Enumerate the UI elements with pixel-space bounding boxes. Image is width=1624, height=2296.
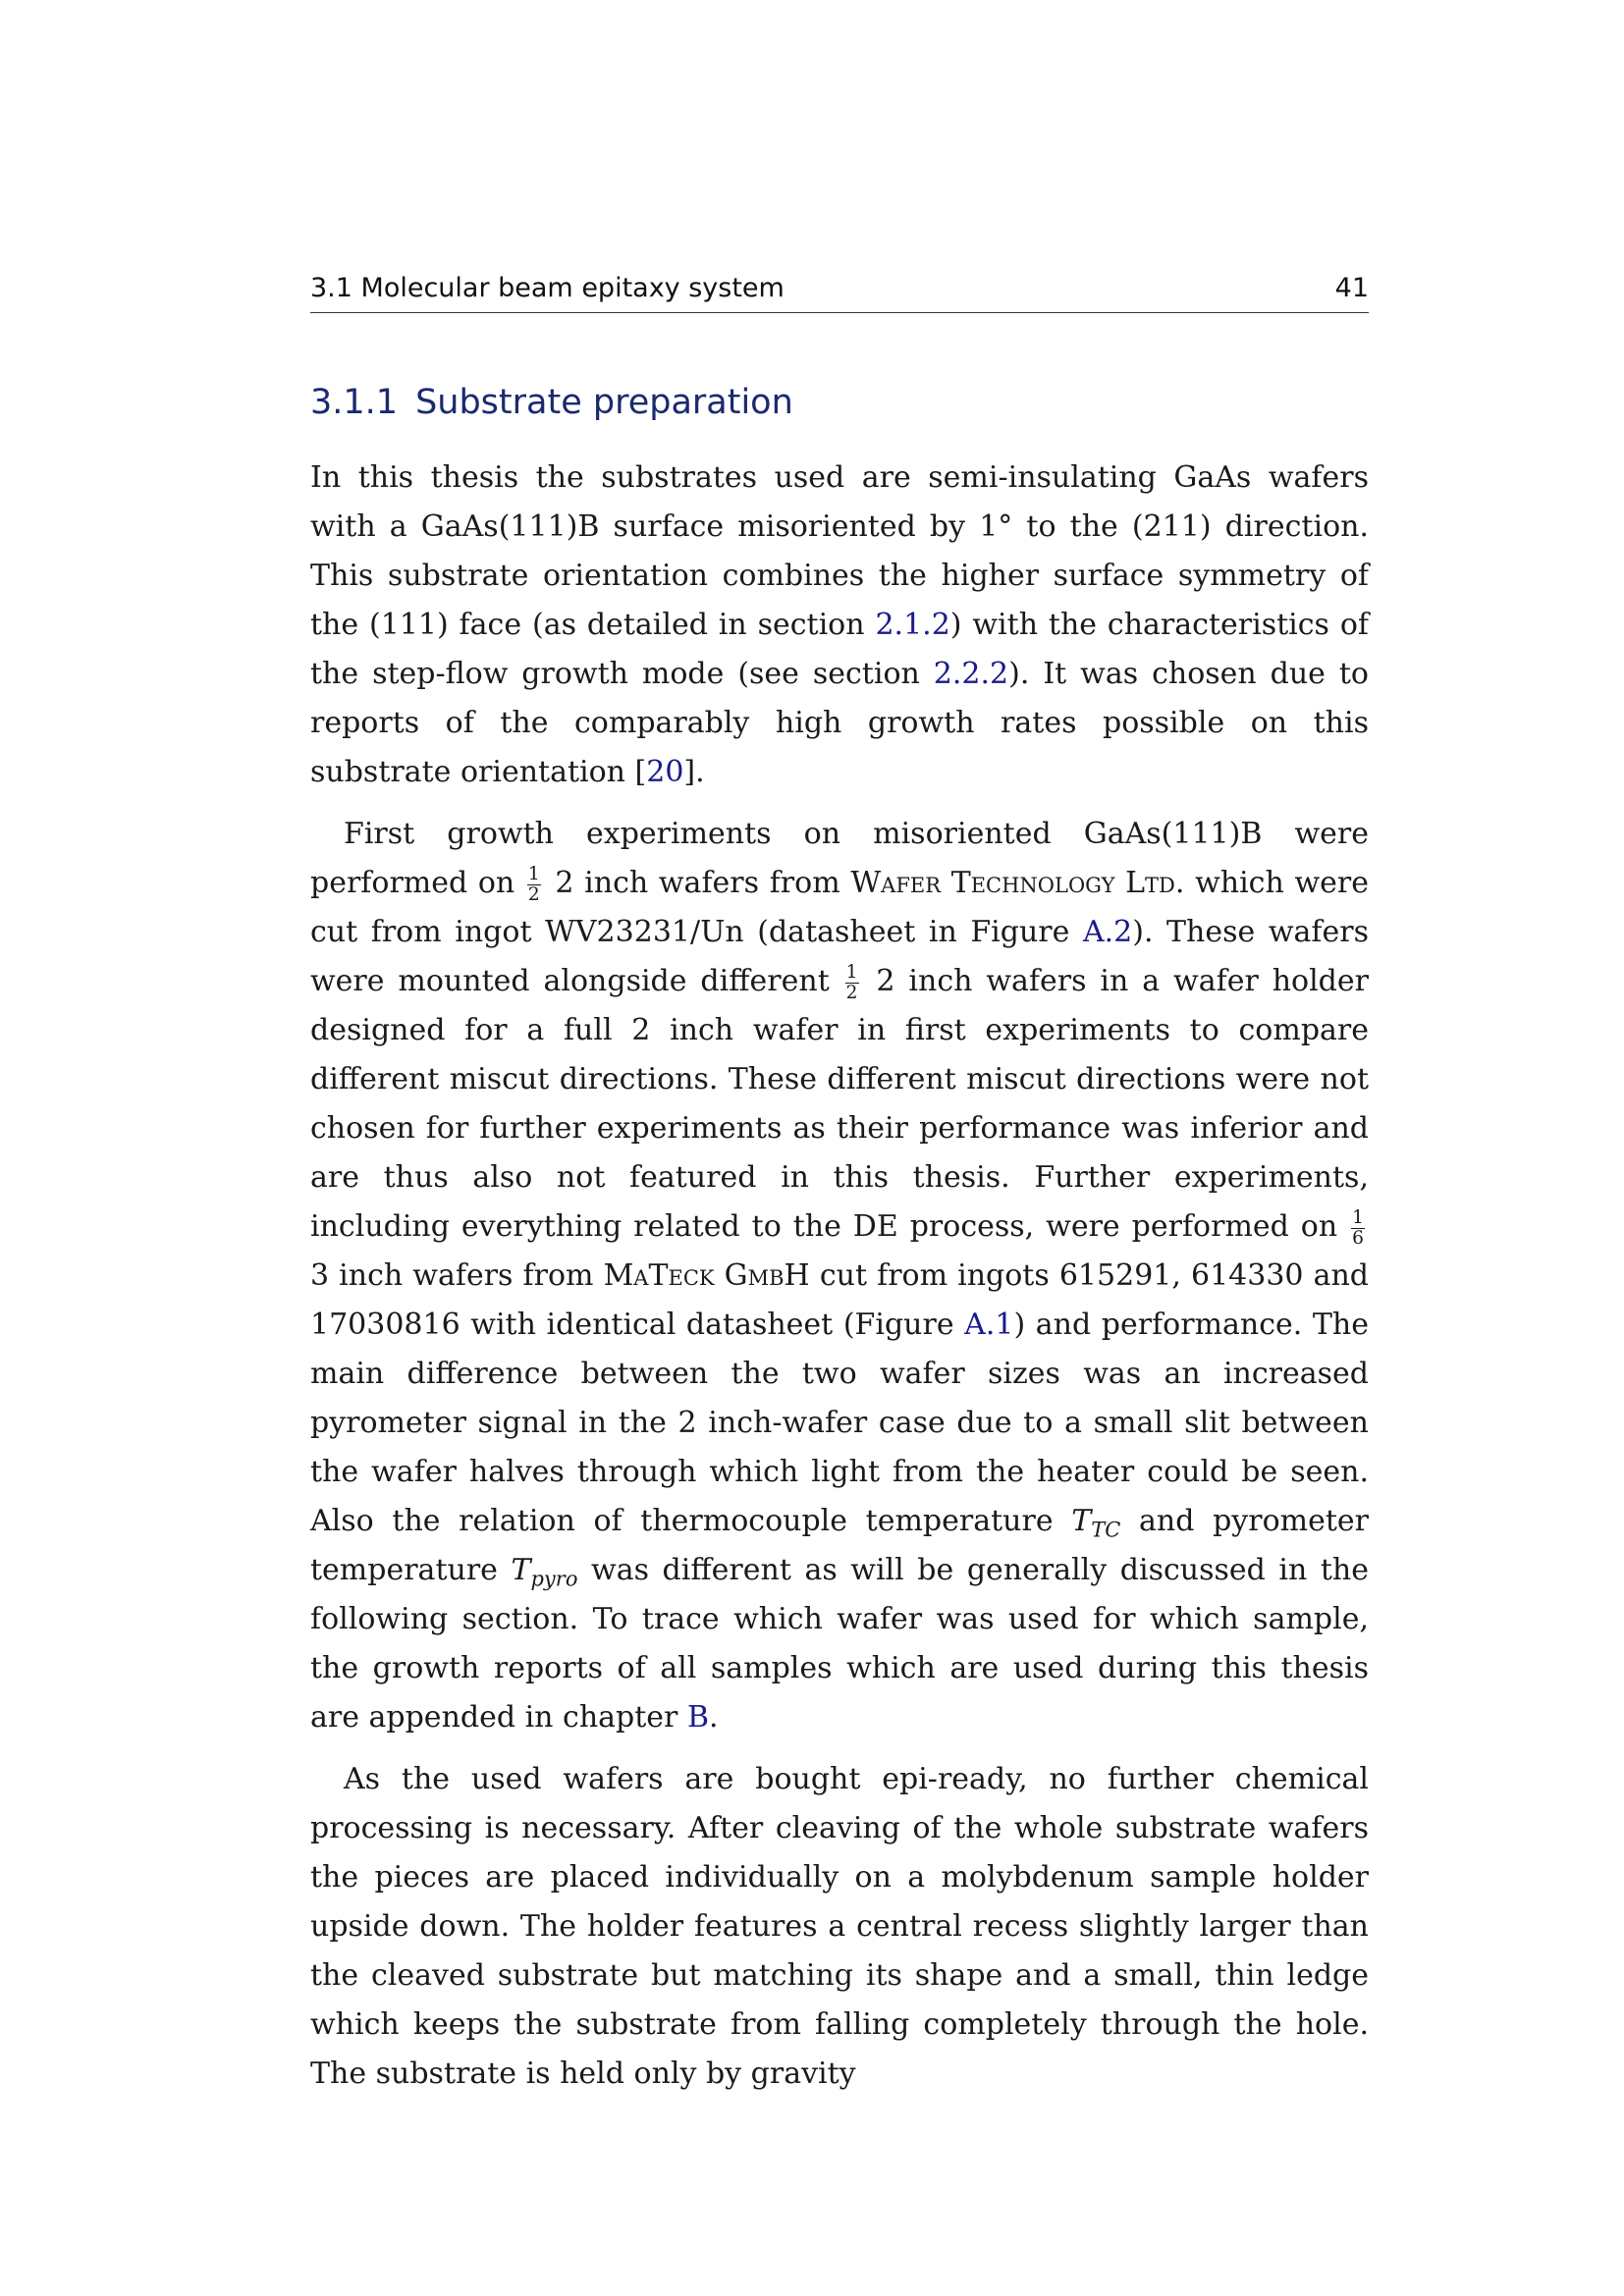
section-link[interactable]: 2.1.2 <box>875 608 950 642</box>
paragraph-3 <box>310 1755 1369 2099</box>
section-title: Substrate preparation <box>415 383 793 422</box>
body-text <box>310 454 1369 2111</box>
text-run: 3 inch wafers from <box>310 1258 604 1293</box>
text-run: First growth experiments on misoriented GaAs(111)B were performed on <box>310 817 1369 900</box>
math-subscript: pyro <box>530 1567 578 1591</box>
running-head <box>310 273 1369 313</box>
text-run: was different as will be generally discussed in the following section. To trace which wafer was used for which sample, the growth reports of all samples which are used during this thesis are appended in chapter <box>310 1553 1369 1735</box>
text-run: which were cut from ingot WV23231/Un (datasheet in Figure <box>310 866 1369 949</box>
math-subscript: TC <box>1091 1518 1121 1542</box>
fraction-numerator: 1 <box>527 863 540 884</box>
fraction-denominator: 2 <box>845 983 858 1004</box>
paragraph-1 <box>310 454 1369 797</box>
math-pyrometer-temp <box>511 1553 578 1591</box>
fraction-numerator: 1 <box>1352 1206 1364 1228</box>
text-run: ) with the characteristics of the step-flow growth mode (see section <box>310 608 1369 691</box>
fraction-denominator: 2 <box>527 884 540 906</box>
fraction-denominator: 6 <box>1352 1228 1364 1250</box>
fraction <box>845 961 859 1004</box>
text-run: ]. <box>683 755 705 789</box>
company-name: MaTeck GmbH <box>603 1258 810 1293</box>
math-base: T <box>1071 1504 1092 1538</box>
page-number: 41 <box>1334 273 1369 303</box>
text-run: 2 inch wafers in a wafer holder designed for a full 2 inch wafer in first experiments to compare different miscut directions. These different miscut directions were not chosen for further experiments as their performance was inferior and are thus also not featured in this thesis. Further experiments, including everything related to the DE process, were performed on <box>310 964 1369 1244</box>
text-run: As the used wafers are bought epi-ready, no further chemical processing is necessary. After cleaving of the whole substrate wafers the pieces are placed individually on a molybdenum sample holder upside down. The holder features a central recess slightly larger than the cleaved substrate but matching its shape and a small, thin ledge which keeps the substrate from falling completely through the hole. The substrate is held only by gravity <box>310 1762 1369 2091</box>
running-head-section: 3.1 Molecular beam epitaxy system <box>310 273 785 303</box>
paragraph-2 <box>310 810 1369 1742</box>
text-run: ). These wafers were mounted alongside different <box>310 915 1369 998</box>
fraction <box>1351 1206 1365 1250</box>
text-run: ). It was chosen due to reports of the comparably high growth rates possible on this substrate orientation [ <box>310 657 1369 789</box>
fraction <box>527 863 541 906</box>
chapter-link[interactable]: B <box>686 1700 709 1735</box>
company-name: Wafer Technology Ltd. <box>850 866 1185 900</box>
section-heading <box>310 383 793 422</box>
citation-link[interactable]: 20 <box>646 755 684 789</box>
text-run: . <box>708 1700 719 1735</box>
text-run: ) and performance. The main difference between the two wafer sizes was an increased pyrometer signal in the 2 inch-wafer case due to a small slit between the wafer halves through which light from the heater could be seen. Also the relation of thermocouple temperature <box>310 1308 1369 1538</box>
math-base: T <box>511 1553 531 1587</box>
text-run: 2 inch wafers from <box>544 866 851 900</box>
section-link[interactable]: 2.2.2 <box>933 657 1009 691</box>
text-run: cut from ingots 615291, 614330 and 17030816 with identical datasheet (Figure <box>310 1258 1370 1342</box>
text-run: and pyrometer temperature <box>310 1504 1370 1587</box>
figure-link[interactable]: A.2 <box>1082 915 1133 949</box>
fraction-numerator: 1 <box>845 961 858 983</box>
math-thermocouple-temp <box>1071 1504 1121 1542</box>
figure-link[interactable]: A.1 <box>964 1308 1014 1342</box>
text-run: In this thesis the substrates used are semi-insulating GaAs wafers with a GaAs(111)B surface misoriented by 1° to the (211) direction. This substrate orientation combines the higher surface symmetry of the (111) face (as detailed in section <box>310 460 1369 642</box>
section-number: 3.1.1 <box>310 383 399 422</box>
